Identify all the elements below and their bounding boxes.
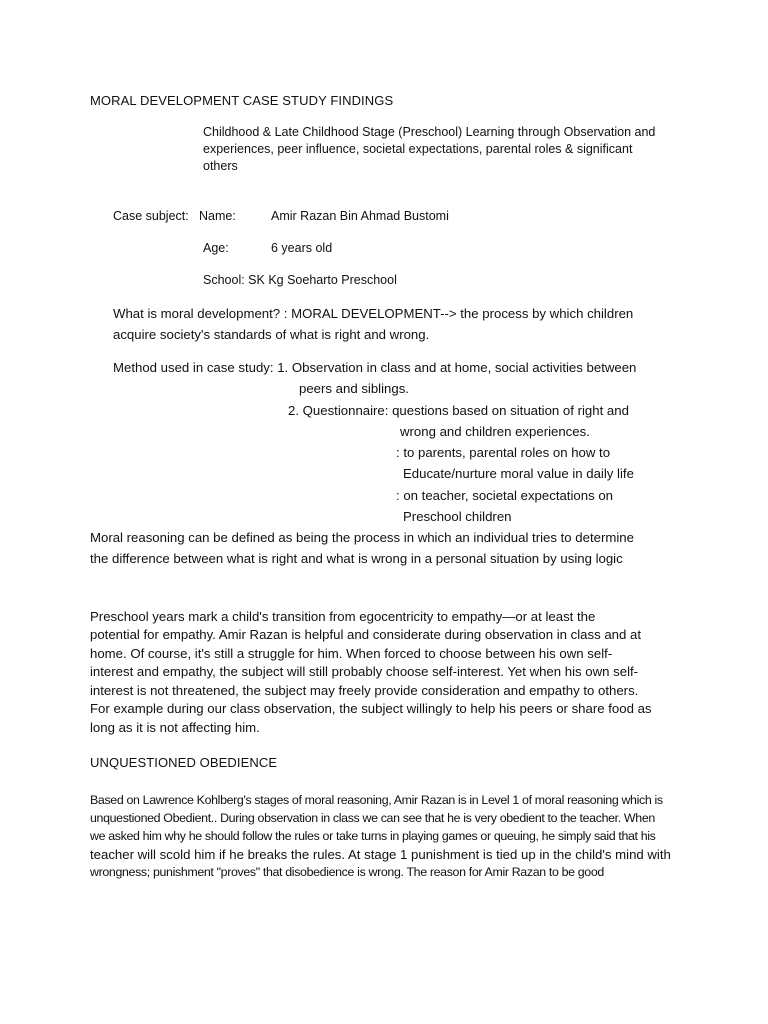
method-line: : on teacher, societal expectations on	[396, 488, 614, 503]
school-line: School: SK Kg Soeharto Preschool	[203, 273, 397, 287]
definition-line: What is moral development? : MORAL DEVELOPMENT--> the process by which children	[113, 306, 634, 321]
subtitle-line: others	[203, 159, 238, 173]
name-label: Name:	[199, 209, 236, 223]
method-line: Preschool children	[403, 509, 512, 524]
paragraph-line: interest and empathy, the subject will still probably choose self-interest. Yet when his own self-	[90, 664, 639, 679]
definition-line: acquire society's standards of what is right and wrong.	[113, 327, 430, 342]
paragraph-line: long as it is not affecting him.	[90, 720, 260, 735]
reasoning-line: the difference between what is right and what is wrong in a personal situation by using logic	[90, 551, 623, 566]
section-heading: UNQUESTIONED OBEDIENCE	[90, 755, 278, 770]
age-value: 6 years old	[271, 241, 333, 255]
paragraph-line: wrongness; punishment "proves" that disobedience is wrong. The reason for Amir Razan to be good	[90, 865, 604, 879]
paragraph-line: interest is not threatened, the subject may freely provide consideration and empathy to others.	[90, 683, 639, 698]
case-subject-label: Case subject:	[113, 209, 189, 223]
name-value: Amir Razan Bin Ahmad Bustomi	[271, 209, 449, 223]
method-line: Educate/nurture moral value in daily life	[403, 466, 634, 481]
reasoning-line: Moral reasoning can be defined as being the process in which an individual tries to determine	[90, 530, 634, 545]
subtitle-line: experiences, peer influence, societal expectations, parental roles & significant	[203, 142, 633, 156]
paragraph-line: unquestioned Obedient.. During observation in class we can see that he is very obedient to the teacher. When	[90, 811, 655, 825]
paragraph-line: For example during our class observation, the subject willingly to help his peers or share food as	[90, 701, 652, 716]
method-line: 2. Questionnaire: questions based on situation of right and	[288, 403, 629, 418]
method-line: peers and siblings.	[299, 381, 409, 396]
method-line: wrong and children experiences.	[400, 424, 590, 439]
paragraph-line: potential for empathy. Amir Razan is helpful and considerate during observation in class and at	[90, 627, 642, 642]
paragraph-line: Preschool years mark a child's transition from egocentricity to empathy—or at least the	[90, 609, 596, 624]
paragraph-line: we asked him why he should follow the rules or take turns in playing games or queuing, he simply said that his	[90, 829, 656, 843]
paragraph-line: home. Of course, it's still a struggle for him. When forced to choose between his own self-	[90, 646, 613, 661]
age-label: Age:	[203, 241, 229, 255]
subtitle-line: Childhood & Late Childhood Stage (Preschool) Learning through Observation and	[203, 125, 656, 139]
method-line: Method used in case study: 1. Observation in class and at home, social activities between	[113, 360, 637, 375]
paragraph-line: Based on Lawrence Kohlberg's stages of moral reasoning, Amir Razan is in Level 1 of moral reasoning which is	[90, 793, 663, 807]
method-line: : to parents, parental roles on how to	[396, 445, 611, 460]
paragraph-line: teacher will scold him if he breaks the rules. At stage 1 punishment is tied up in the child's mind with	[90, 847, 671, 862]
document-title: MORAL DEVELOPMENT CASE STUDY FINDINGS	[90, 93, 394, 108]
